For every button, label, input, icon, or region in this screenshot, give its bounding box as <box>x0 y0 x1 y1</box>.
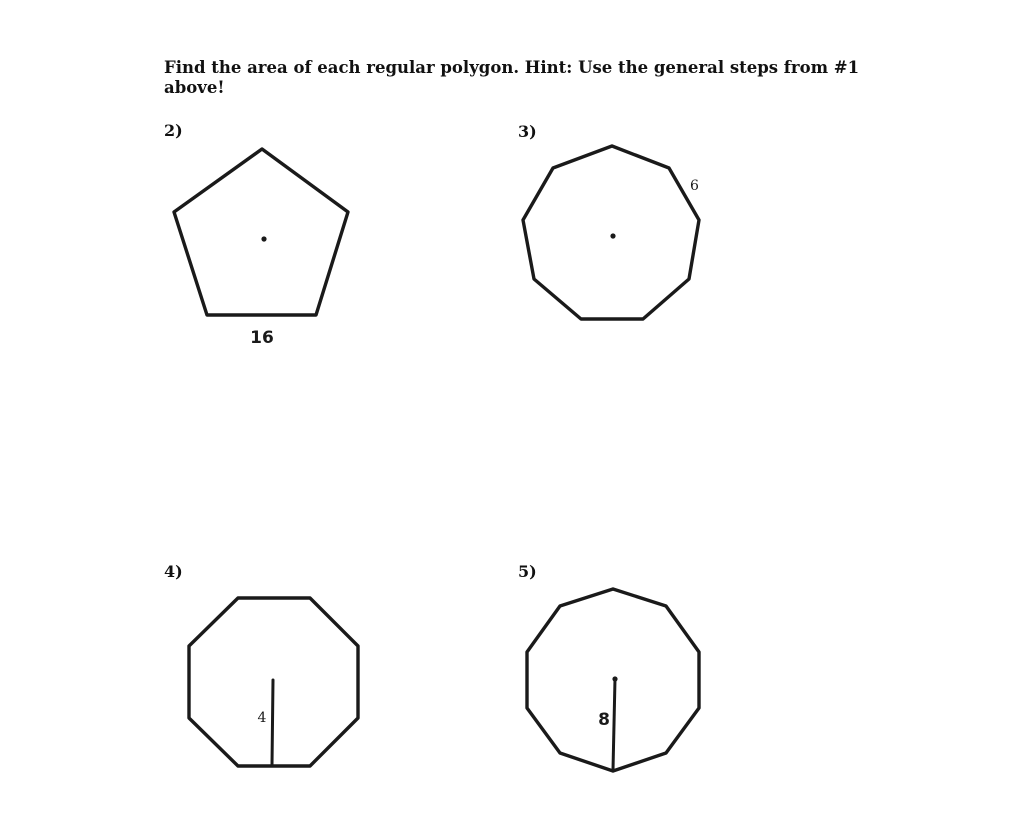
nonagon-shape <box>523 146 699 319</box>
problem-5-number: 5) <box>518 562 537 581</box>
pentagon-shape <box>174 149 348 315</box>
nonagon-side-label: 6 <box>690 178 699 194</box>
pentagon-center-point <box>261 236 266 241</box>
problem-4-number: 4) <box>164 562 183 581</box>
octagon-radius-label: 4 <box>257 710 267 726</box>
problem-3-figure <box>523 146 699 319</box>
problem-2-figure <box>174 149 348 348</box>
problem-2-number: 2) <box>164 121 183 140</box>
decagon-radius-line <box>613 679 615 770</box>
instructions-text: Find the area of each regular polygon. Hint: Use the general steps from #1 above! <box>164 58 860 97</box>
problem-4-figure <box>189 598 358 766</box>
decagon-center-point <box>612 676 617 681</box>
decagon-radius-label: 8 <box>598 710 610 730</box>
nonagon-center-point <box>610 233 615 238</box>
octagon-radius-line <box>272 680 273 765</box>
problem-5-figure <box>527 589 699 771</box>
problem-3-number: 3) <box>518 122 537 141</box>
pentagon-side-label: 16 <box>250 328 274 348</box>
